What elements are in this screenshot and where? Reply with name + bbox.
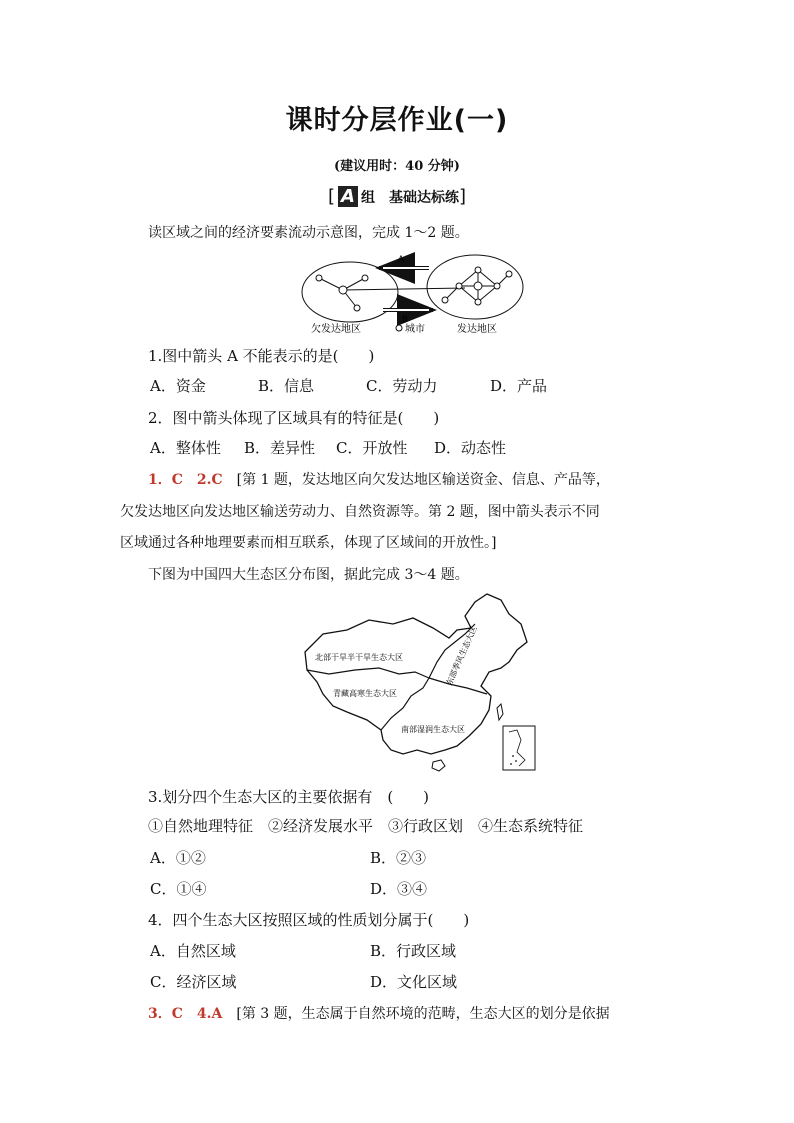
factor-flow-diagram bbox=[295, 250, 531, 336]
q4-option-b: B．行政区域 bbox=[370, 942, 457, 960]
q3-option-b: B．②③ bbox=[370, 849, 427, 867]
answer-1-2-line3: 区域通过各种地理要素而相互联系，体现了区域间的开放性。] bbox=[120, 535, 497, 551]
boundary-plateau-south bbox=[381, 678, 429, 730]
suggested-time: (建议用时：40 分钟) bbox=[334, 159, 460, 174]
label-east-region: 东部季风生态大区 bbox=[444, 624, 479, 687]
boundary-east-south bbox=[429, 678, 487, 694]
label-plateau-region: 青藏高寒生态大区 bbox=[333, 689, 397, 698]
label-north-region: 北部干旱半干旱生态大区 bbox=[315, 653, 403, 662]
q4-stem: 4．四个生态大区按照区域的性质划分属于( ) bbox=[148, 911, 470, 929]
answer-3-4-line1: 3．C 4.A [第 3 题，生态属于自然环境的范畴，生态大区的划分是依据 bbox=[148, 1006, 610, 1022]
group-bracket-open: [ bbox=[328, 186, 336, 207]
group-heading bbox=[0, 186, 794, 207]
answer-1-2-key: 1．C 2.C bbox=[148, 472, 223, 488]
answer-1-2-line1: 1．C 2.C [第 1 题，发达地区向欠发达地区输送资金、信息、产品等， bbox=[148, 472, 610, 488]
city-legend-label: 城市 bbox=[405, 324, 425, 335]
answer-1-2-line2: 欠发达地区向发达地区输送劳动力、自然资源等。第 2 题，图中箭头表示不同 bbox=[120, 504, 600, 520]
group-bracket-close: ] bbox=[458, 186, 466, 207]
q1-stem: 1.图中箭头 A 不能表示的是( ) bbox=[148, 347, 375, 365]
page-title: 课时分层作业(一) bbox=[285, 105, 509, 136]
q1-option-c: C．劳动力 bbox=[366, 377, 438, 395]
developed-label: 发达地区 bbox=[457, 324, 497, 335]
q1-option-d: D．产品 bbox=[490, 377, 548, 395]
answer-3-4-key: 3．C 4.A bbox=[148, 1006, 223, 1022]
label-south-region: 南部湿润生态大区 bbox=[401, 725, 465, 734]
q4-option-d: D．文化区域 bbox=[370, 973, 458, 991]
q1-option-a: A．资金 bbox=[150, 377, 206, 395]
q2-stem: 2．图中箭头体现了区域具有的特征是( ) bbox=[148, 409, 440, 427]
q1-option-b: B．信息 bbox=[258, 377, 315, 395]
q4-option-a: A．自然区域 bbox=[150, 942, 236, 960]
q3-option-c: C．①④ bbox=[150, 880, 207, 898]
q2-option-b: B．差异性 bbox=[244, 439, 316, 457]
arrow-b-label: B bbox=[401, 315, 409, 325]
section1-intro: 读区域之间的经济要素流动示意图，完成 1～2 题。 bbox=[148, 225, 469, 241]
arrow-a-label: A bbox=[397, 255, 405, 265]
q2-option-a: A．整体性 bbox=[150, 439, 221, 457]
hainan-island bbox=[432, 760, 445, 771]
china-eco-region-map bbox=[295, 590, 540, 775]
q3-items: ①自然地理特征 ②经济发展水平 ③行政区划 ④生态系统特征 bbox=[148, 817, 584, 835]
city-legend-icon bbox=[396, 325, 402, 331]
underdeveloped-region-ellipse bbox=[302, 262, 398, 322]
boundary-north-plateau bbox=[307, 668, 429, 678]
q3-stem: 3.划分四个生态大区的主要依据有 ( ) bbox=[148, 788, 430, 806]
q2-option-c: C．开放性 bbox=[336, 439, 408, 457]
q2-option-d: D．动态性 bbox=[434, 439, 507, 457]
group-label: 组 基础达标练 bbox=[360, 190, 459, 206]
underdeveloped-label: 欠发达地区 bbox=[311, 324, 361, 335]
q3-option-d: D．③④ bbox=[370, 880, 428, 898]
q4-option-c: C．经济区域 bbox=[150, 973, 237, 991]
section2-intro: 下图为中国四大生态区分布图，据此完成 3～4 题。 bbox=[148, 567, 469, 583]
taiwan-island bbox=[497, 704, 503, 720]
south-sea-inset bbox=[503, 726, 535, 770]
group-letter: A bbox=[338, 186, 358, 207]
q3-option-a: A．①② bbox=[150, 849, 206, 867]
